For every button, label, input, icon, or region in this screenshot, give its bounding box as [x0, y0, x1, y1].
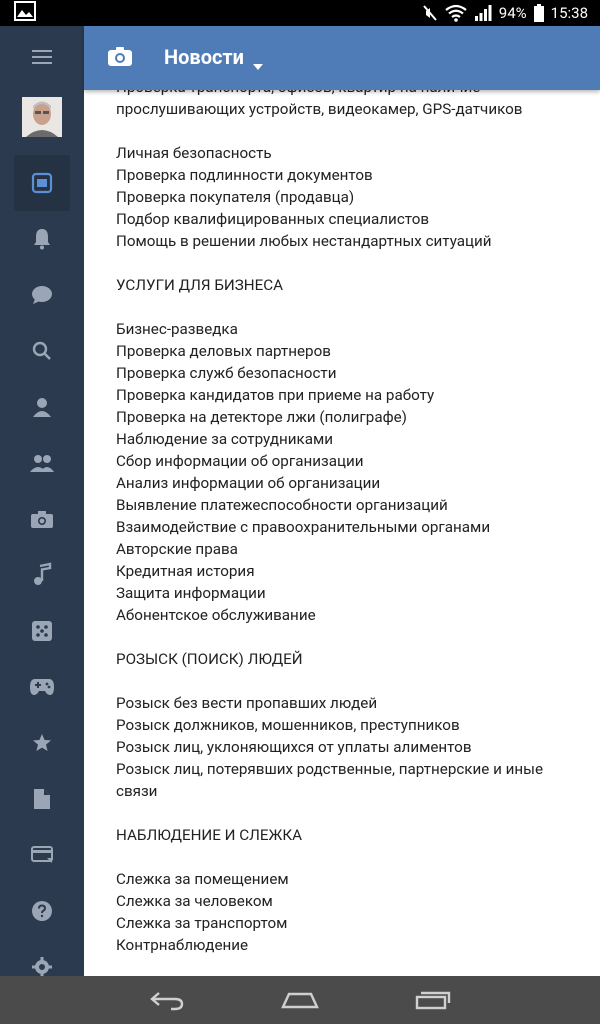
- content-line: Сбор информации об организации: [116, 452, 364, 470]
- search-icon[interactable]: [0, 327, 84, 375]
- recents-icon[interactable]: [405, 980, 461, 1020]
- content-line: Розыск без вести пропавших людей: [116, 694, 378, 712]
- friends-icon[interactable]: [0, 439, 84, 487]
- news-icon[interactable]: [14, 155, 70, 211]
- profile-icon[interactable]: [0, 383, 84, 431]
- gallery-icon: [14, 1, 36, 25]
- navigation-bar: [0, 976, 600, 1024]
- music-icon[interactable]: [0, 551, 84, 599]
- notifications-icon[interactable]: [0, 215, 84, 263]
- content-line: Розыск лиц, потерявших родственные, партнерские и иные связи: [116, 760, 543, 800]
- content-line: УСЛУГИ ДЛЯ БИЗНЕСА: [116, 276, 284, 294]
- help-icon[interactable]: [0, 887, 84, 935]
- content-line: Проверка деловых партнеров: [116, 342, 331, 360]
- content-line: Авторские права: [116, 540, 238, 558]
- status-bar: [0, 0, 600, 26]
- content-line: Слежка за человеком: [116, 892, 273, 910]
- app-header: [84, 26, 600, 90]
- section-title[interactable]: Новости: [164, 45, 244, 69]
- back-icon[interactable]: [139, 980, 195, 1020]
- blank-line: [116, 120, 576, 142]
- content-line: Взаимодействие с правоохранительными органами: [116, 518, 491, 536]
- post-text: [116, 76, 576, 956]
- avatar[interactable]: [22, 97, 62, 137]
- documents-icon[interactable]: [0, 775, 84, 823]
- signal-icon: [474, 4, 492, 22]
- battery-label: 94%: [498, 4, 527, 22]
- post-content: [84, 90, 600, 976]
- content-line: Проверка служб безопасности: [116, 364, 337, 382]
- blank-line: [116, 252, 576, 274]
- mute-icon: [422, 4, 438, 22]
- content-line: Анализ информации об организации: [116, 474, 381, 492]
- blank-line: [116, 802, 576, 824]
- clock: 15:38: [550, 4, 588, 22]
- photos-icon[interactable]: [0, 495, 84, 543]
- content-line: Бизнес-разведка: [116, 320, 238, 338]
- content-line: Проверка подлинности документов: [116, 166, 373, 184]
- home-icon[interactable]: [272, 980, 328, 1020]
- content-line: Личная безопасность: [116, 144, 272, 162]
- blank-line: [116, 846, 576, 868]
- content-line: Проверка на детекторе лжи (полиграфе): [116, 408, 407, 426]
- chevron-down-icon[interactable]: [253, 55, 263, 74]
- blank-line: [116, 296, 576, 318]
- content-line: РОЗЫСК (ПОИСК) ЛЮДЕЙ: [116, 650, 303, 668]
- blank-line: [116, 670, 576, 692]
- content-line: Слежка за помещением: [116, 870, 289, 888]
- sidebar: [0, 26, 84, 976]
- battery-icon: [534, 4, 544, 22]
- content-line: Выявление платежеспособности организаций: [116, 496, 448, 514]
- content-line: Наблюдение за сотрудниками: [116, 430, 334, 448]
- content-line: Защита информации: [116, 584, 266, 602]
- content-line: НАБЛЮДЕНИЕ И СЛЕЖКА: [116, 826, 302, 844]
- content-line: Розыск лиц, уклоняющихся от уплаты алиментов: [116, 738, 472, 756]
- camera-icon[interactable]: [108, 46, 132, 70]
- favorites-icon[interactable]: [0, 719, 84, 767]
- gamepad-icon[interactable]: [0, 663, 84, 711]
- payments-icon[interactable]: [0, 831, 84, 879]
- content-line: прослушивающих устройств, видеокамер, GPS-датчиков: [116, 100, 523, 118]
- content-line: Слежка за транспортом: [116, 914, 288, 932]
- content-line: Проверка покупателя (продавца): [116, 188, 355, 206]
- menu-icon[interactable]: [0, 33, 84, 81]
- content-line: Кредитная история: [116, 562, 255, 580]
- content-line: Проверка кандидатов при приеме на работу: [116, 386, 435, 404]
- content-line: Подбор квалифицированных специалистов: [116, 210, 430, 228]
- content-line: Помощь в решении любых нестандартных ситуаций: [116, 232, 492, 250]
- content-line: Розыск должников, мошенников, преступников: [116, 716, 460, 734]
- games-icon[interactable]: [0, 607, 84, 655]
- blank-line: [116, 626, 576, 648]
- content-line: Абонентское обслуживание: [116, 606, 316, 624]
- messages-icon[interactable]: [0, 271, 84, 319]
- content-line: Контрнаблюдение: [116, 936, 249, 954]
- wifi-icon: [445, 4, 467, 22]
